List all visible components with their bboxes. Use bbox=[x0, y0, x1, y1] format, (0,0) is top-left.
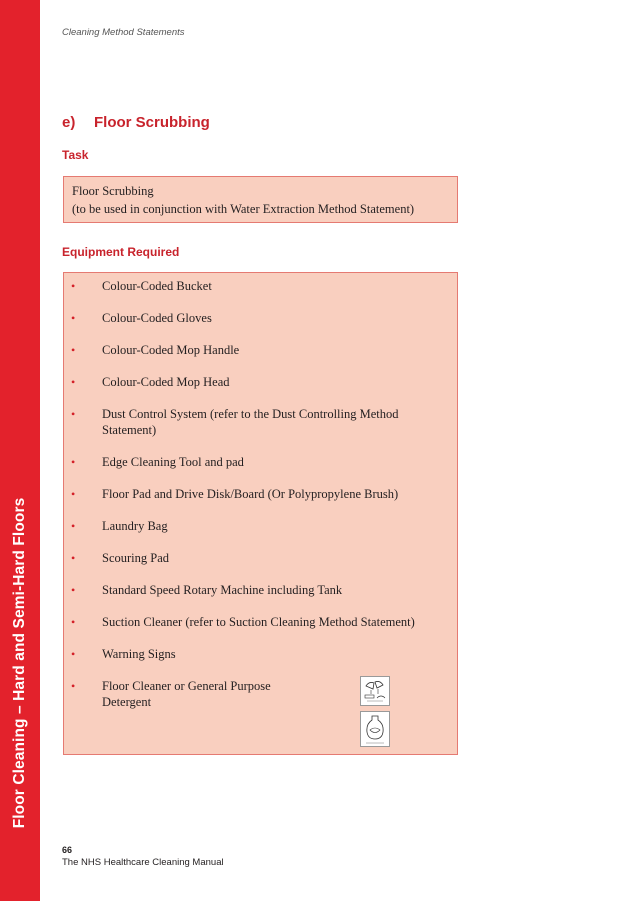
bullet-icon: • bbox=[71, 647, 76, 661]
page-number: 66 bbox=[62, 845, 73, 855]
equipment-box: • Colour-Coded Bucket • Colour-Coded Gloves • Colour-Coded Mop Handle • Colour-Coded Mop Head • Dust Control System (refer to the Dust Controlling Method Statement) • Edge Cleaning Tool and pad • Floor Pad and Drive Disk/Board (Or Polypropylene Brush) • Laundry Bag • Scouring Pad • Standard Speed Rotary Machine including Tank • Suction Cleaner (refer to Suction Cleaning Method Statement) • Warning Signs • Floor Cleaner or General Purpose Detergent bbox=[63, 272, 458, 755]
bullet-icon: • bbox=[71, 375, 76, 389]
manual-title: The NHS Healthcare Cleaning Manual bbox=[62, 857, 224, 868]
bullet-icon: • bbox=[71, 519, 76, 533]
side-tab-label: Floor Cleaning – Hard and Semi-Hard Floors bbox=[11, 497, 28, 829]
task-box bbox=[63, 176, 458, 223]
section-title-text: Floor Scrubbing bbox=[94, 114, 210, 131]
bullet-icon: • bbox=[71, 343, 76, 357]
section-number: e) bbox=[62, 114, 76, 131]
task-line: (to be used in conjunction with Water Extraction Method Statement) bbox=[72, 202, 415, 216]
bullet-icon: • bbox=[71, 455, 76, 469]
side-tab bbox=[0, 0, 40, 901]
bullet-icon: • bbox=[71, 551, 76, 565]
irritant-hazard-icon bbox=[360, 711, 390, 747]
bullet-icon: • bbox=[71, 487, 76, 501]
bullet-icon: • bbox=[71, 311, 76, 325]
task-line: Floor Scrubbing bbox=[72, 184, 154, 198]
bullet-icon: • bbox=[71, 279, 76, 293]
bullet-icon: • bbox=[71, 583, 76, 597]
section-title bbox=[62, 114, 210, 131]
bullet-icon: • bbox=[71, 679, 76, 693]
task-heading: Task bbox=[62, 148, 89, 162]
corrosive-hazard-icon bbox=[360, 676, 390, 706]
running-head: Cleaning Method Statements bbox=[62, 27, 185, 38]
bullet-icon: • bbox=[71, 615, 76, 629]
bullet-icon: • bbox=[71, 407, 76, 421]
equipment-heading: Equipment Required bbox=[62, 245, 180, 259]
